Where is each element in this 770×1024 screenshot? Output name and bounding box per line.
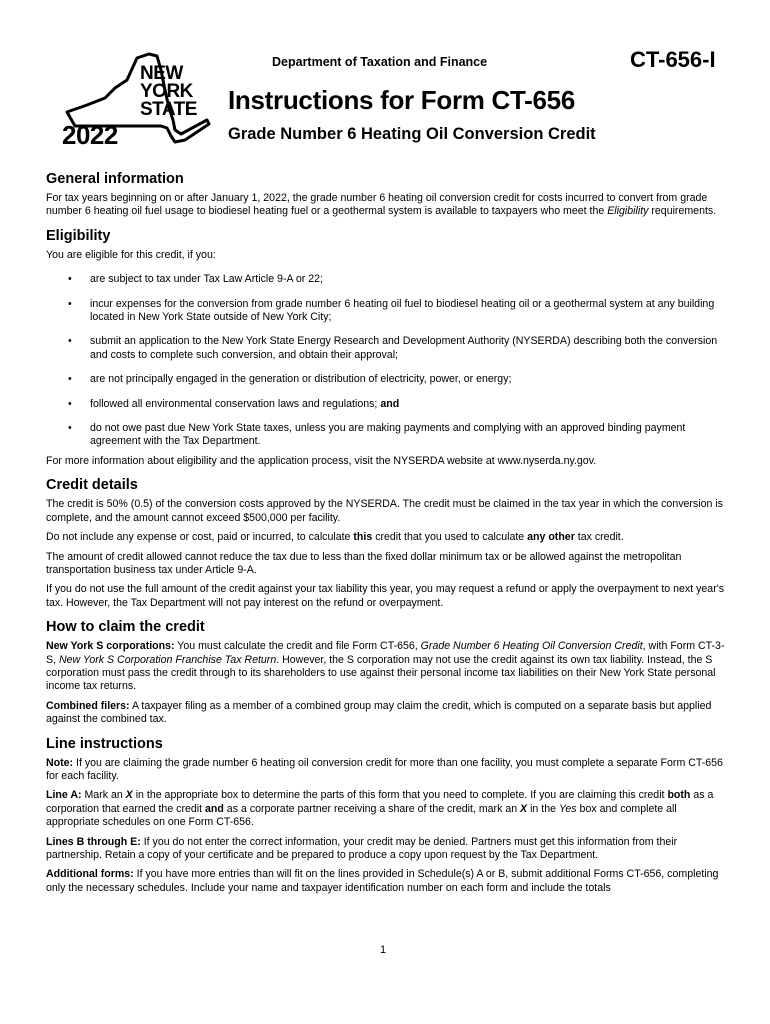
logo-wordmark	[140, 65, 197, 119]
logo-year: 2022	[62, 120, 118, 150]
section-heading-lines: Line instructions	[46, 735, 163, 752]
eligibility-more-info: For more information about eligibility and the application process, visit the NYSERDA website at www.nyserda.ny.gov.	[46, 454, 597, 467]
line-a-instructions: Line A: Mark an X in the appropriate box to determine the parts of this form that you need to complete. If you are claiming this credit both as a corporation that earned the credit and as a corporate partner receiving a share of the credit, mark an X in the Yes box and complete all appropriate schedules on one Form CT-656.	[46, 789, 714, 829]
section-heading-credit: Credit details	[46, 477, 138, 494]
credit-paragraph-1: The credit is 50% (0.5) of the conversion costs approved by the NYSERDA. The credit must be claimed in the tax year in which the conversion is complete, and the amount cannot exceed $500,000 per facility.	[46, 498, 723, 524]
lines-b-through-e-instructions: Lines B through E: If you do not enter the correct information, your credit may be denied. Partners must get this information from their partnership. Retain a copy of your certificate and be prepared to produce a copy upon request by the Tax Department.	[46, 835, 678, 861]
list-item: • are subject to tax under Tax Law Article 9-A or 22;	[68, 273, 323, 286]
logo-line-state: STATE	[140, 99, 197, 120]
department-name: Department of Taxation and Finance	[272, 55, 488, 69]
eligibility-list	[46, 273, 732, 449]
section-heading-general: General information	[46, 171, 184, 187]
line-instructions-section	[46, 735, 732, 896]
general-paragraph: For tax years beginning on or after January 1, 2022, the grade number 6 heating oil conversion credit for costs incurred to convert from grade number 6 heating oil fuel usage to biodiesel heating fuel or a geothermal system is available to taxpayers who meet the Eligibility requirements.	[46, 192, 717, 218]
claim-s-corporations: New York S corporations: You must calculate the credit and file Form CT-656, Grade Number 6 Heating Oil Conversion Credit, with Form CT-3-S, New York S Corporation Franchise Tax Return. However, the S corporation may not use the credit against its own tax liability. Instead, the S corporation must pass the credit through to its shareholders to use against their personal income tax liabilities on their New York State personal income tax returns.	[46, 640, 725, 693]
list-item: • incur expenses for the conversion from grade number 6 heating oil fuel to biodiesel heating oil or a geothermal system at any building located in New York State outside of New York City;	[68, 297, 715, 324]
how-to-claim-section	[46, 618, 732, 726]
credit-paragraph-3: The amount of credit allowed cannot reduce the tax due to less than the fixed dollar minimum tax or be allowed against the metropolitan transportation business tax under Article 9-A.	[46, 550, 682, 576]
logo-line-new: NEW	[140, 63, 183, 84]
credit-details-section	[46, 476, 732, 610]
list-item: • do not owe past due New York State taxes, unless you are making payments and complying with an approved binding payment agreement with the Tax Department.	[68, 422, 686, 448]
page-subtitle: Grade Number 6 Heating Oil Conversion Credit	[228, 125, 596, 143]
list-item: • submit an application to the New York State Energy Research and Development Authority (NYSERDA) describing both the conversion and costs to complete such conversion, and obtain their approval;	[68, 335, 718, 361]
document-body	[46, 170, 732, 901]
section-heading-eligibility: Eligibility	[46, 227, 111, 244]
credit-paragraph-2: Do not include any expense or cost, paid or incurred, to calculate this credit that you used to calculate any other tax credit.	[46, 531, 624, 544]
credit-paragraph-4: If you do not use the full amount of the credit against your tax liability this year, you may request a refund or apply the overpayment to next year's tax. However, the Tax Department will not pay interest on the refund or overpayment.	[46, 583, 725, 609]
eligibility-intro: You are eligible for this credit, if you:	[46, 248, 216, 261]
page-title: Instructions for Form CT-656	[228, 85, 575, 115]
list-item: • are not principally engaged in the generation or distribution of electricity, power, or energy;	[68, 373, 512, 386]
nys-logo	[57, 50, 217, 150]
lines-note: Note: If you are claiming the grade number 6 heating oil conversion credit for more than one facility, you must complete a separate Form CT-656 for each facility.	[46, 756, 723, 782]
additional-forms-instructions: Additional forms: If you have more entries than will fit on the lines provided in Schedule(s) A or B, submit additional Forms CT-656, completing only the necessary schedules. Include your name and taxpayer identification number on each form and include the totals	[46, 868, 719, 894]
eligibility-section	[46, 227, 732, 468]
logo-line-york: YORK	[140, 81, 193, 102]
section-heading-claim: How to claim the credit	[46, 619, 205, 636]
claim-combined-filers: Combined filers: A taxpayer filing as a member of a combined group may claim the credit, which is computed on a separate basis but applied against the combined tax.	[46, 699, 712, 726]
general-information-section	[46, 170, 732, 219]
form-number: CT-656-I	[630, 47, 716, 72]
list-item: • followed all environmental conservation laws and regulations; and	[68, 397, 400, 410]
page-number: 1	[380, 944, 387, 956]
